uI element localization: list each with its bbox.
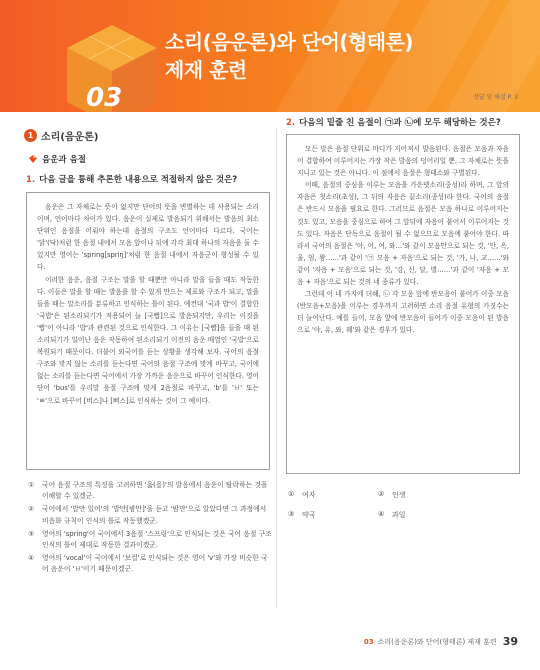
- subsection-title: 음운과 음절: [42, 155, 87, 165]
- section-heading: [24, 128, 98, 143]
- choice-number: ③: [288, 510, 295, 518]
- question-text: 다음의 밑줄 친 음절이 ㉠과 ㉡에 모두 해당하는 것은?: [299, 118, 501, 128]
- choice-text: 여자: [302, 491, 316, 499]
- passage-paragraph: 이러한 음운, 음절 구조는 말을 할 때뿐만 아니라 말을 들을 때도 작동한다. 이들은 말을 할 때는 발음을 할 수 있게 만드는 제표와 구조가 되고, 말을 들을 때는 말소리를 분류하고 인식하는 틀이 된다. 예컨대 '국과 밥'이 결합한 '국밥'은 된소리되기가 적용되어 늘 [국빱]으로 발음되지만, 우리는 이것을 '빱'이 아니라 '밥'과 관련된 것으로 인식한다. 그 이유는 [국빱]을 들을 때 된소리되기가 일어난 음운 작동하여 된소리되기 이전의 음운 배열인 '국밥'으로 복원되기 때문이다. 더불어 외국어를 듣는 상황을 생각해 보자. 국어의 음절 구조와 맞지 않는 소리를 듣는다면 국어의 음절 구조에 맞게 바꾸고, 국어에 없는 소리를 듣는다면 국어에서 가장 가까운 음운으로 바꾸어 인식한다. 영어 단어 'bus'를 우리말 음절 구조에 맞게 2음절로 바꾸고, 'b'를 'ㅂ' 또는 'ㅃ'으로 바꾸어 [버스]나 [뻐스]로 인식하는 것이 그 예이다.: [37, 275, 259, 405]
- diamond-bullet-icon: [28, 154, 38, 164]
- question-2-choices: [288, 490, 468, 522]
- question-2-prompt: [286, 116, 501, 128]
- choice-text: 국어에서 '밥만 있어'의 '밥만[밤만]'을 듣고 '밤만'으로 알았다면 그 과정에서 비음화 규칙이 인식의 틀로 작동했겠군.: [42, 505, 267, 525]
- choice-text: 과일: [392, 511, 406, 519]
- question-1-choices: [28, 480, 272, 578]
- banner-title-line2: 제재 훈련: [165, 58, 247, 82]
- question-1-prompt: [26, 173, 237, 185]
- choice-item[interactable]: [28, 553, 272, 575]
- passage-paragraph: 모든 말은 음절 단위로 마디가 지어져서 발음된다. 음절은 모음과 자음이 결합하여 이루어지는 가장 작은 발음의 덩어리일 뿐, 그 자체로는 뜻을 지니고 있는 것은 아니다. 이 점에서 음절은 형태소와 구별된다.: [297, 145, 509, 178]
- unit-cube-icon: [62, 20, 162, 112]
- choice-item[interactable]: [288, 510, 378, 520]
- choice-text: 영어의 'vocal'이 국어에서 '보컬'로 인식되는 것은 영어 'v'와 가장 비슷한 국어 음운이 'ㅂ'이기 때문이겠군.: [42, 554, 268, 574]
- choice-number: ②: [28, 505, 35, 514]
- answer-reference: 정답 및 해설 P. 3: [472, 94, 518, 101]
- choice-number: ②: [378, 490, 385, 498]
- choice-text: 약국: [302, 511, 316, 519]
- choice-number: ①: [288, 490, 295, 498]
- choice-text: 인생: [392, 491, 406, 499]
- page-footer: [364, 635, 518, 648]
- passage-paragraph: 음운은 그 자체로는 뜻이 없지만 단어의 뜻을 변별하는 데 사용되는 소리이며, 언어마다 차이가 있다. 음운이 실제로 발음되기 위해서는 발음의 최소 단위인 음절을 이뤄야 하는데 음절의 구조도 언어마다 다르다. 국어는 '닭'(닥)처럼 한 음절 내에서 모음 앞이나 뒤에 각각 최대 하나의 자음을 둘 수 있지만 영어는 'spring[spriŋ]'처럼 한 음절 내에서 자음군이 형성될 수 있다.: [37, 203, 259, 272]
- header-banner: [0, 0, 540, 112]
- choice-item[interactable]: [378, 490, 468, 500]
- choice-number: ①: [28, 481, 35, 489]
- choice-item[interactable]: [378, 510, 468, 520]
- section-number-badge: 1: [24, 129, 37, 142]
- question-number: 2.: [286, 118, 296, 128]
- banner-title: [165, 28, 413, 84]
- choice-number: ③: [28, 529, 35, 538]
- choice-number: ④: [378, 510, 385, 518]
- passage-paragraph: 이때, 음절의 중심을 이루는 모음을 가운뎃소리(중성)라 하며, 그 앞의 자음은 첫소리(초성), 그 뒤의 자음은 끝소리(종성)라 한다. 국어의 음절은 반드시 모음을 필요로 한다. 그러므로 음절은 모음 하나로 이루어지는 것도 있고, 모음을 중심으로 하여 그 앞뒤에 자음이 붙어서 이루어지는 것도 있다. 자음은 단독으로 음절이 될 수 없으므로 모음에 붙어야 한다. 따라서 국어의 음절은 '아, 어, 여, 와…'와 같이 모음만으로 되는 것, '안, 옥, 울, 엄, 왕……'과 같이 '㉠ 모음 + 자음'으로 되는 것, '가, 나, 교……'와 같이 '자음 + 모음'으로 되는 것, '강, 신, 달, 별……'과 같이 '자음 + 모음 + 자음'으로 되는 것의 네 종류가 있다.: [297, 181, 509, 287]
- choice-text: 국어 음절 구조의 특징을 고려하면 '읊(읖)'의 발음에서 음운이 탈락하는 것을 이해할 수 있겠군.: [42, 481, 268, 501]
- banner-title-line1: 소리(음운론)와 단어(형태론): [165, 30, 414, 54]
- subsection-heading: [28, 153, 86, 165]
- choice-text: 영어의 'spring'이 국어에서 3음절 '스프링'으로 인식되는 것은 국어 음절 구조 인식의 틀이 제대로 작동한 결과이겠군.: [42, 529, 272, 550]
- question-1-passage: [26, 192, 270, 470]
- choice-number: ④: [28, 554, 35, 563]
- footer-unit-number: 03: [363, 637, 374, 646]
- question-text: 다음 글을 통해 추론한 내용으로 적절하지 않은 것은?: [39, 175, 238, 185]
- page-number: 39: [502, 635, 518, 648]
- choice-item[interactable]: [28, 504, 272, 526]
- choice-item[interactable]: [28, 480, 272, 502]
- passage-paragraph: 그런데 이 네 가지에 더해, ㉡ 각 모음 앞에 반모음이 붙어가 이중 모음(반모음+모음)을 이루는 경우까지 고려하면 소리 음절 유형의 가짓수는 더 늘어난다. 예를 들어, 모음 앞에 반모음이 들어가 이중 모음이 된 발음으로 '야, 유, 와, 웨'와 같은 경우가 있다.: [297, 290, 509, 335]
- unit-number: 03: [86, 83, 123, 113]
- section-title: 소리(음운론): [41, 132, 99, 143]
- choice-item[interactable]: [28, 529, 272, 551]
- question-number: 1.: [26, 175, 36, 185]
- question-2-passage: [286, 134, 520, 474]
- column-divider: [276, 128, 277, 608]
- footer-label: 소리(음운론)와 단어(형태론) 제재 훈련: [377, 637, 497, 646]
- choice-item[interactable]: [288, 490, 378, 500]
